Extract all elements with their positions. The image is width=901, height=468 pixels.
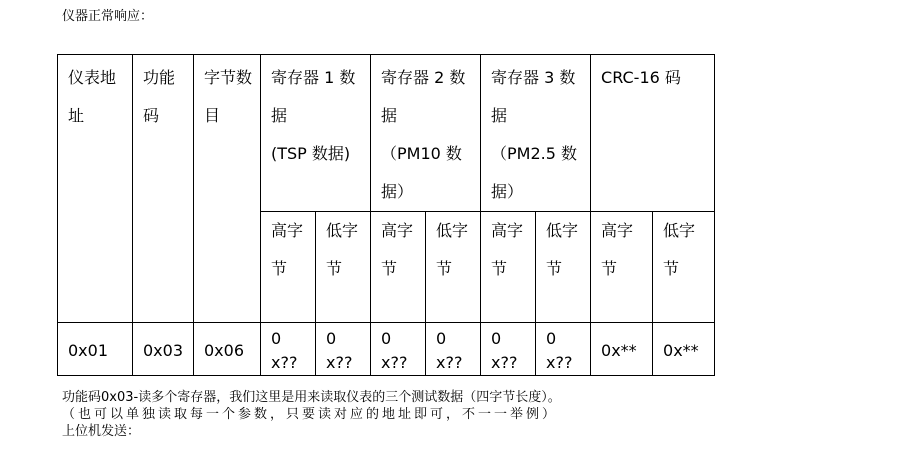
header-function-code: 功能码 [133,55,194,323]
subheader-crc-high: 高字节 [591,212,653,323]
value-crc-high: 0x** [591,323,653,376]
header-register-2 [371,55,481,212]
subheader-reg2-high: 高字节 [371,212,426,323]
header-crc: CRC-16 码 [591,55,715,212]
subheader-reg3-low: 低字节 [536,212,591,323]
register-1-note: (TSP 数据) [271,144,351,163]
register-3-note: （PM2.5 数据） [491,144,578,201]
value-reg2-low: 0x?? [426,323,481,376]
footer-line-1: 功能码0x03-读多个寄存器，我们这里是用来读取仪表的三个测试数据（四字节长度）。 [62,390,561,405]
register-2-label: 寄存器 2 数据 [381,68,466,125]
footer-notes [62,389,561,440]
value-reg3-low: 0x?? [536,323,591,376]
response-frame-table [57,54,715,376]
header-address: 仪表地址 [58,55,133,323]
header-register-3 [481,55,591,212]
register-1-label: 寄存器 1 数据 [271,68,356,125]
subheader-reg3-high: 高字节 [481,212,536,323]
value-crc-low: 0x** [653,323,715,376]
value-byte-count: 0x06 [194,323,261,376]
value-function: 0x03 [133,323,194,376]
value-reg2-high: 0x?? [371,323,426,376]
footer-line-2: （也可以单独读取每一个参数，只要读对应的地址即可，不一一举例） [62,407,559,422]
value-address: 0x01 [58,323,133,376]
subheader-crc-low: 低字节 [653,212,715,323]
header-byte-count: 字节数目 [194,55,261,323]
value-reg1-low: 0x?? [316,323,371,376]
table-row [58,323,715,376]
subheader-reg1-low: 低字节 [316,212,371,323]
value-reg3-high: 0x?? [481,323,536,376]
subheader-reg2-low: 低字节 [426,212,481,323]
intro-text: 仪器正常响应： [62,9,154,24]
value-reg1-high: 0x?? [261,323,316,376]
footer-line-3: 上位机发送： [62,424,141,439]
register-2-note: （PM10 数据） [381,144,462,201]
header-register-1 [261,55,371,212]
register-3-label: 寄存器 3 数据 [491,68,576,125]
subheader-reg1-high: 高字节 [261,212,316,323]
